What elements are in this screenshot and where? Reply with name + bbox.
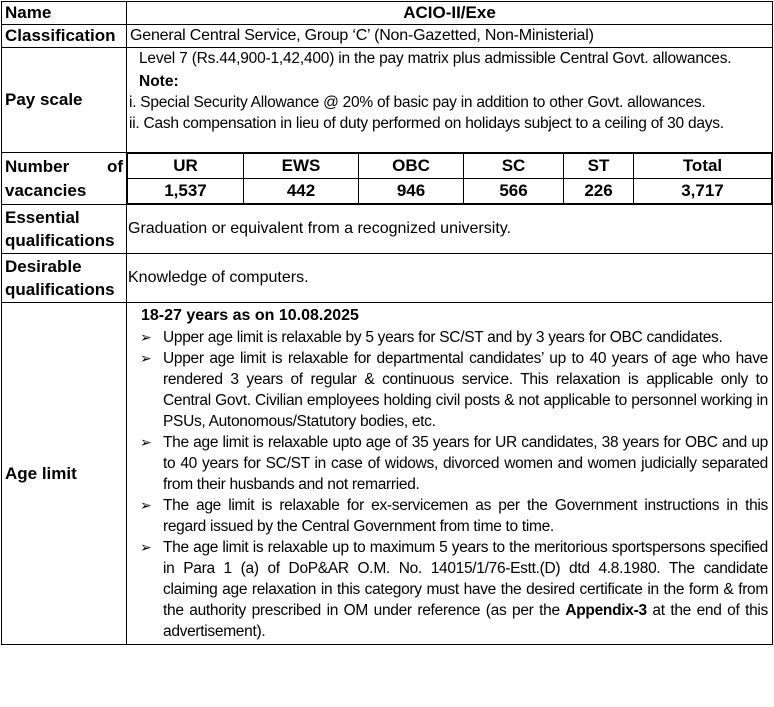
desirable-label-a: Desirable bbox=[5, 257, 82, 276]
age-limit-cell bbox=[127, 303, 773, 645]
list-item: ➢ The age limit is relaxable for ex-servicemen as per the Government instructions in this regard issued by the Central Government from time to time. bbox=[140, 497, 768, 535]
vacancy-header-total: Total bbox=[634, 154, 772, 179]
vacancy-value-st: 226 bbox=[564, 179, 634, 204]
essential-label-a: Essential bbox=[5, 208, 80, 227]
name-label: Name bbox=[2, 2, 127, 25]
desirable-label-b: qualifications bbox=[5, 280, 115, 299]
vacancy-header-sc: SC bbox=[464, 154, 564, 179]
vacancy-header-ews: EWS bbox=[244, 154, 359, 179]
arrow-bullet-icon: ➢ bbox=[140, 497, 152, 513]
classification-value: General Central Service, Group ‘C’ (Non-Gazetted, Non-Ministerial) bbox=[127, 25, 773, 48]
essential-label-cell bbox=[2, 205, 127, 254]
vacancy-header-obc: OBC bbox=[359, 154, 464, 179]
vacancy-value-obc: 946 bbox=[359, 179, 464, 204]
vacancy-value-sc: 566 bbox=[464, 179, 564, 204]
vacancy-value-ur: 1,537 bbox=[128, 179, 244, 204]
pay-level-text: Level 7 (Rs.44,900-1,42,400) in the pay matrix plus admissible Central Govt. allowances. bbox=[139, 50, 732, 67]
essential-value: Graduation or equivalent from a recognized university. bbox=[127, 205, 773, 254]
vacancies-label-vacancies: vacancies bbox=[5, 180, 87, 200]
list-item: ➢ Upper age limit is relaxable for departmental candidates’ up to 40 years of age who have rendered 3 years of regular & continuous service. This relaxation is applicable only to Central Govt. Civilian employees holding civil posts & not applicable to personnel working in PSUs, Autonomous/Statutory bodies, etc. bbox=[140, 350, 768, 430]
row-age-limit bbox=[2, 303, 773, 645]
pay-scale-cell bbox=[127, 48, 773, 153]
vacancies-label-number: Number bbox=[5, 156, 70, 176]
vacancies-label-of: of bbox=[106, 156, 123, 176]
post-details-table bbox=[1, 1, 773, 645]
age-limit-label: Age limit bbox=[2, 303, 127, 645]
list-item: ➢ Upper age limit is relaxable by 5 years for SC/ST and by 3 years for OBC candidates. bbox=[140, 329, 723, 346]
age-limit-heading: 18-27 years as on 10.08.2025 bbox=[141, 307, 359, 324]
desirable-label-cell bbox=[2, 254, 127, 303]
row-essential-qualifications bbox=[2, 205, 773, 254]
row-name bbox=[2, 2, 773, 25]
vacancies-value-row bbox=[128, 179, 772, 204]
note-item-2: ii. Cash compensation in lieu of duty performed on holidays subject to a ceiling of 30 days. bbox=[129, 115, 724, 132]
row-pay-scale bbox=[2, 48, 773, 153]
desirable-value: Knowledge of computers. bbox=[127, 254, 773, 303]
vacancies-header-row bbox=[128, 154, 772, 179]
arrow-bullet-icon: ➢ bbox=[140, 329, 152, 345]
vacancy-value-ews: 442 bbox=[244, 179, 359, 204]
pay-scale-label: Pay scale bbox=[2, 48, 127, 153]
arrow-bullet-icon: ➢ bbox=[140, 539, 152, 555]
vacancy-header-st: ST bbox=[564, 154, 634, 179]
vacancies-table bbox=[127, 153, 772, 204]
post-name: ACIO-II/Exe bbox=[127, 2, 773, 25]
row-desirable-qualifications bbox=[2, 254, 773, 303]
vacancy-header-ur: UR bbox=[128, 154, 244, 179]
essential-label-b: qualifications bbox=[5, 231, 115, 250]
row-vacancies bbox=[2, 153, 773, 205]
list-item: ➢ The age limit is relaxable up to maximum 5 years to the meritorious sportspersons specified in Para 1 (a) of DoP&AR O.M. No. 14015/1/76-Estt.(D) dtd 4.8.1980. The candidate claiming age relaxation in this category must have the desired certificate in the form & from the authority prescribed in OM under reference (as per the Appendix-3 at the end of this advertisement). bbox=[140, 539, 768, 640]
vacancies-label-cell bbox=[2, 153, 127, 205]
recruitment-details-document bbox=[1, 1, 773, 645]
classification-label: Classification bbox=[2, 25, 127, 48]
appendix-reference: Appendix-3 bbox=[565, 602, 647, 619]
arrow-bullet-icon: ➢ bbox=[140, 350, 152, 366]
note-item-1: i. Special Security Allowance @ 20% of basic pay in addition to other Govt. allowances. bbox=[129, 94, 706, 111]
vacancy-value-total: 3,717 bbox=[634, 179, 772, 204]
arrow-bullet-icon: ➢ bbox=[140, 434, 152, 450]
age-relaxation-list bbox=[127, 327, 768, 642]
vacancies-cell bbox=[127, 153, 773, 205]
row-classification bbox=[2, 25, 773, 48]
note-heading: Note: bbox=[139, 73, 179, 90]
list-item: ➢ The age limit is relaxable upto age of 35 years for UR candidates, 38 years for OBC and up to 40 years for SC/ST in case of widows, divorced women and women judicially separated from their husbands and not remarried. bbox=[140, 434, 768, 493]
